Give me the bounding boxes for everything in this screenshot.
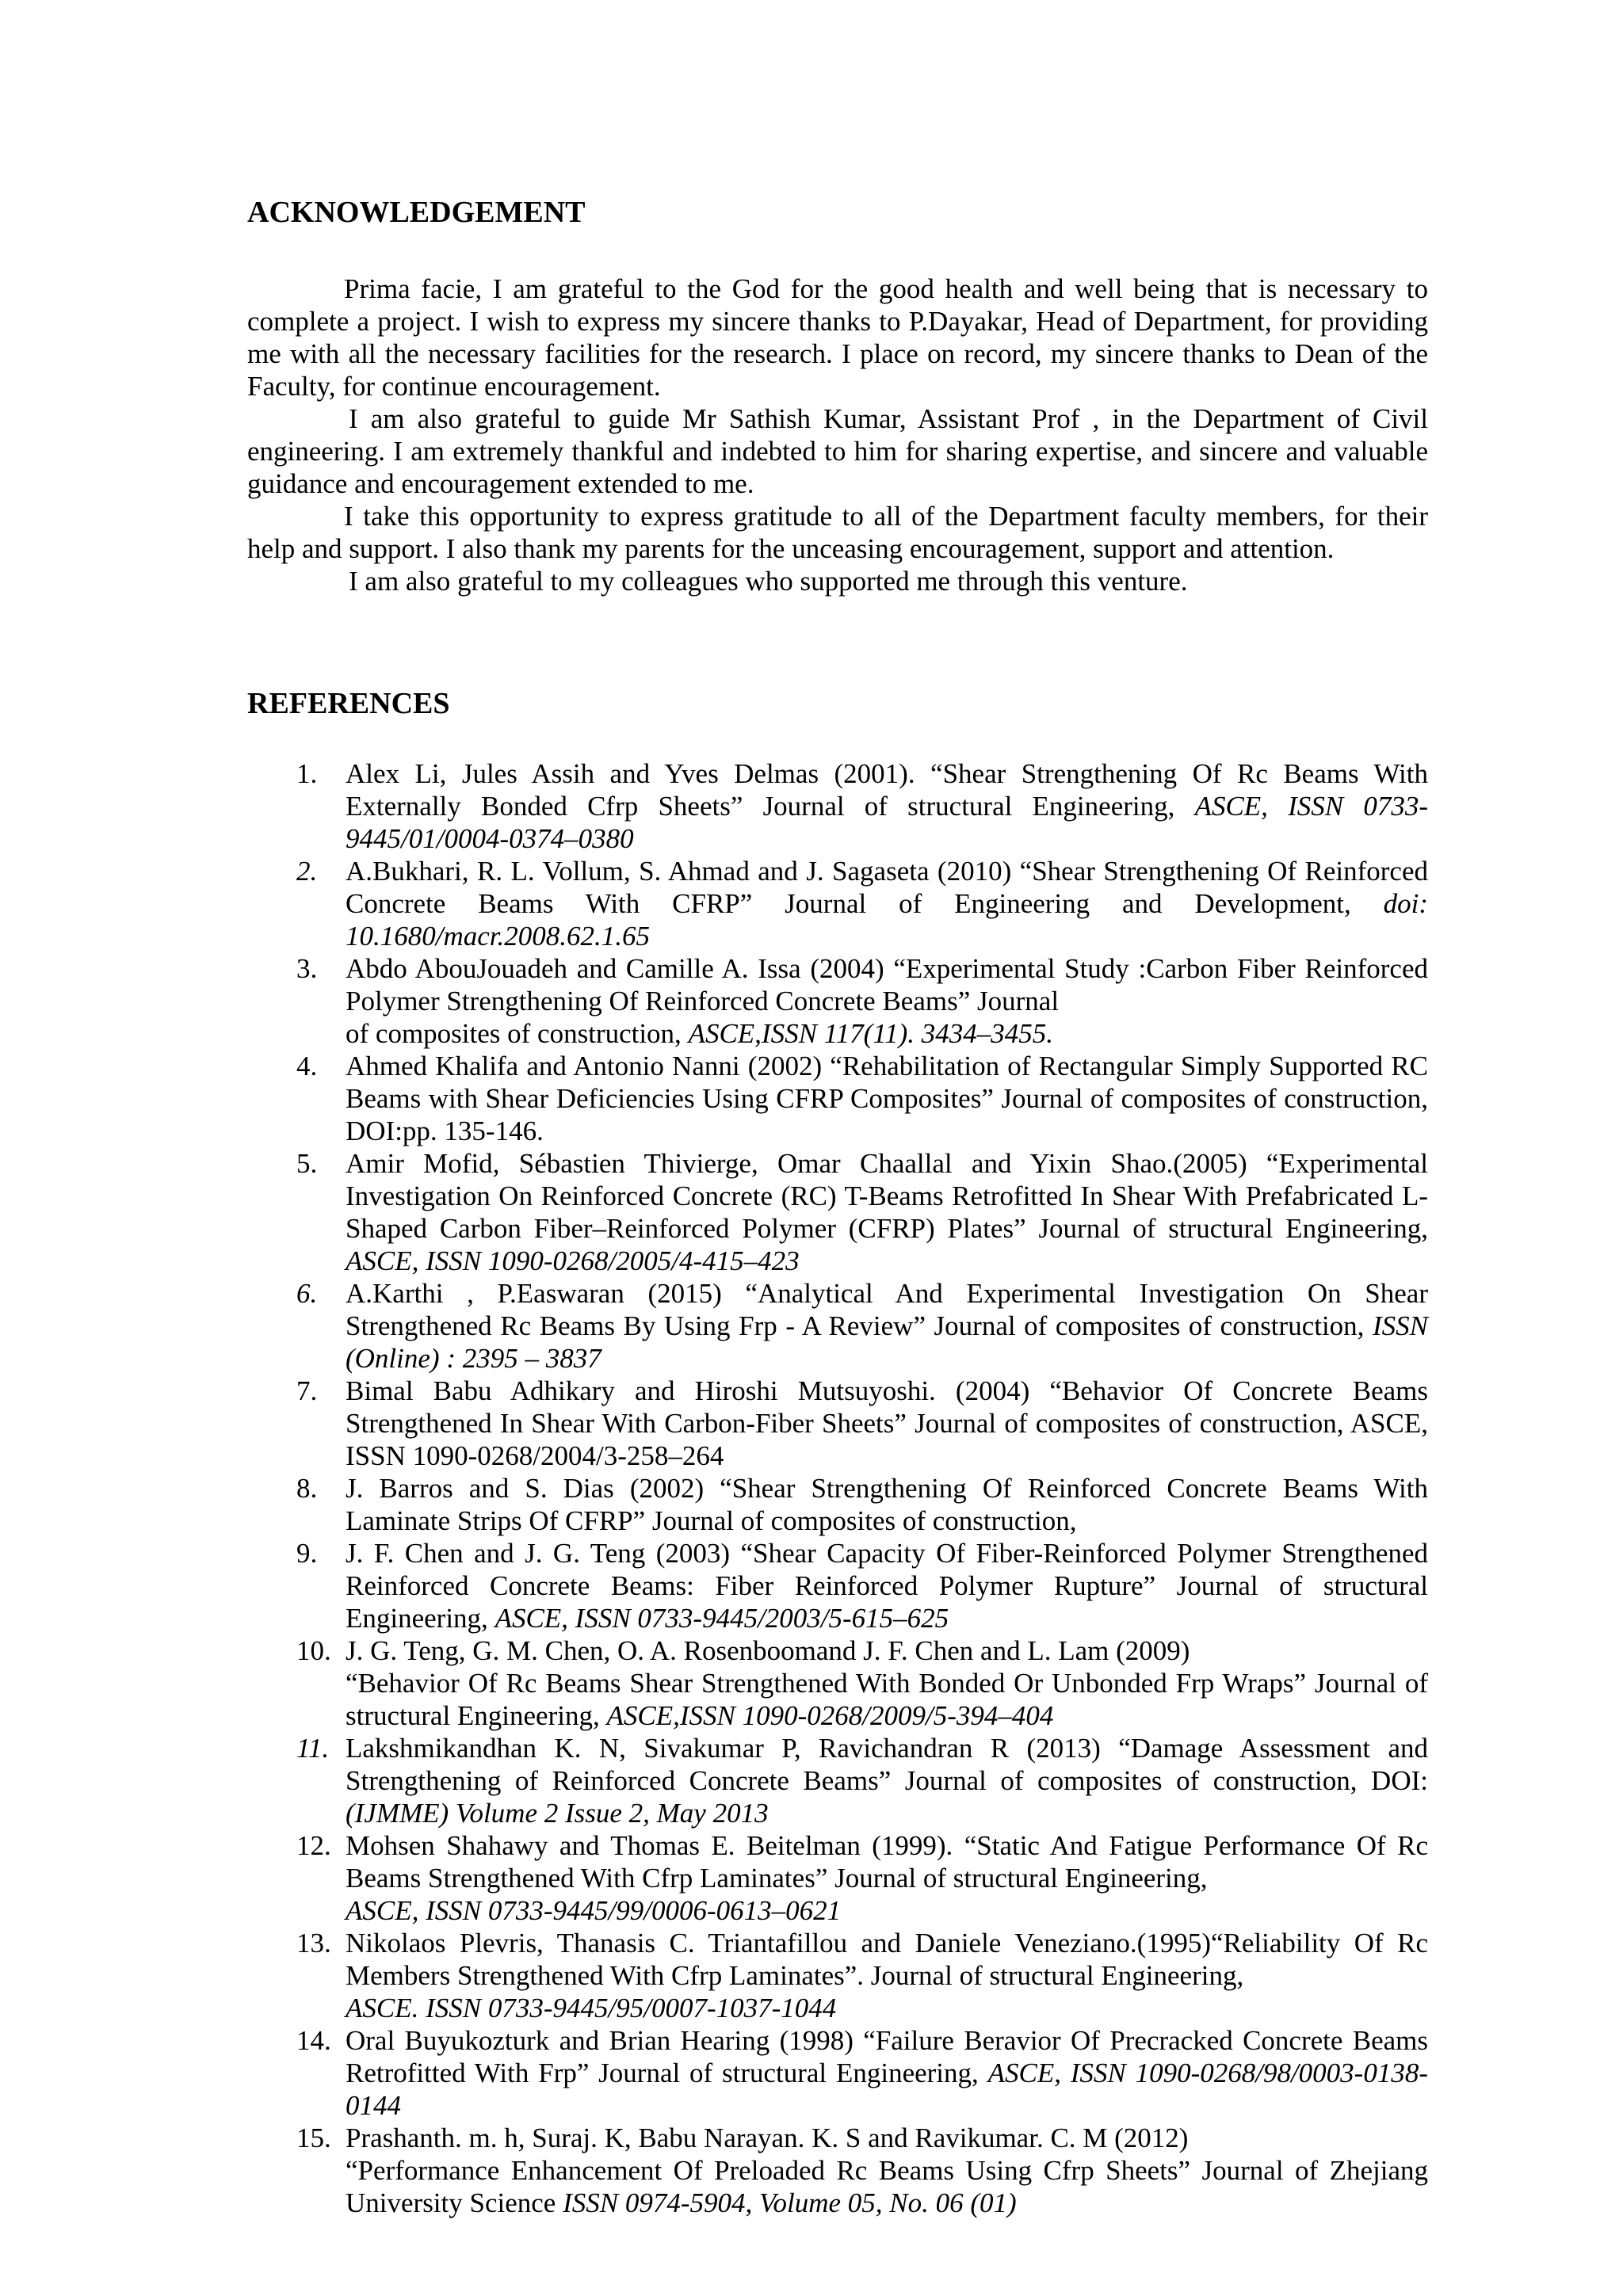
reference-item <box>247 1050 1428 1147</box>
reference-source: ISSN (Online) : 2395 – 3837 <box>346 1310 1428 1374</box>
reference-text: Nikolaos Plevris, Thanasis C. Triantafillou and Daniele Veneziano.(1995)“Reliability Of Rc Members Strengthened With Cfrp Laminates”. Journal of structural Engineering, <box>346 1928 1428 1991</box>
reference-number: 5. <box>296 1148 318 1179</box>
reference-text: Ahmed Khalifa and Antonio Nanni (2002) “Rehabilitation of Rectangular Simply Supported RC Beams with Shear Deficiencies Using CFRP Composites” Journal of composites of construction, DOI:pp. 135-146. <box>346 1051 1428 1146</box>
reference-text: J. Barros and S. Dias (2002) “Shear Strengthening Of Reinforced Concrete Beams With Laminate Strips Of CFRP” Journal of composites of construction, <box>346 1473 1428 1536</box>
reference-number: 10. <box>296 1635 331 1666</box>
reference-text: A.Karthi , P.Easwaran (2015) “Analytical And Experimental Investigation On Shear Strengthened Rc Beams By Using Frp - A Review” Journal of composites of construction, <box>346 1278 1428 1341</box>
reference-number: 2. <box>296 856 318 887</box>
reference-text: J. F. Chen and J. G. Teng (2003) “Shear Capacity Of Fiber-Reinforced Polymer Strengthened Reinforced Concrete Beams: Fiber Reinforced Polymer Rupture” Journal of structural Engineering, <box>346 1538 1428 1634</box>
reference-item <box>247 2122 1428 2219</box>
reference-item <box>247 2024 1428 2122</box>
reference-number: 3. <box>296 953 318 984</box>
ack-paragraph: I take this opportunity to express gratitude to all of the Department faculty members, for their help and support. I also thank my parents for the unceasing encouragement, support and attention. <box>247 501 1428 564</box>
reference-text: Bimal Babu Adhikary and Hiroshi Mutsuyoshi. (2004) “Behavior Of Concrete Beams Strengthened In Shear With Carbon-Fiber Sheets” Journal of composites of construction, ASCE, ISSN 1090-0268/2004/3-258–264 <box>346 1375 1428 1471</box>
reference-item <box>247 1732 1428 1829</box>
reference-text-continued: “Behavior Of Rc Beams Shear Strengthened With Bonded Or Unbonded Frp Wraps” Journal of structural Engineering, ASCE,ISSN 1090-0268/2009/5-394–404 <box>346 1668 1428 1731</box>
reference-text-continued: of composites of construction, ASCE,ISSN 117(11). 3434–3455. <box>346 1018 1054 1049</box>
reference-source: (IJMME) Volume 2 Issue 2, May 2013 <box>346 1798 769 1829</box>
reference-source: ASCE, ISSN 1090-0268/2005/4-415–423 <box>346 1245 800 1276</box>
reference-source: ASCE, ISSN 1090-0268/98/0003-0138-0144 <box>346 2058 1428 2121</box>
reference-text: Oral Buyukozturk and Brian Hearing (1998) “Failure Beravior Of Precracked Concrete Beams Retrofitted With Frp” Journal of structural Engineering, <box>346 2025 1428 2088</box>
reference-number: 1. <box>296 758 318 789</box>
reference-item <box>247 1472 1428 1537</box>
reference-source: ASCE, ISSN 0733-9445/2003/5-615–625 <box>495 1603 949 1634</box>
reference-item <box>247 757 1428 855</box>
ack-paragraph: Prima facie, I am grateful to the God for the good health and well being that is necessary to complete a project. I wish to express my sincere thanks to P.Dayakar, Head of Department, for providing me with all the necessary facilities for the research. I place on record, my sincere thanks to Dean of the Faculty, for continue encouragement. <box>247 273 1428 402</box>
reference-text-continued: “Performance Enhancement Of Preloaded Rc Beams Using Cfrp Sheets” Journal of Zhejiang University Science ISSN 0974-5904, Volume 05, No. 06 (01) <box>346 2155 1428 2218</box>
reference-source: doi: 10.1680/macr.2008.62.1.65 <box>346 888 1428 952</box>
reference-number: 4. <box>296 1051 318 1081</box>
references-heading: REFERENCES <box>247 687 450 720</box>
reference-text-continued <box>346 1992 1428 2024</box>
reference-number: 7. <box>296 1375 318 1406</box>
reference-text: Amir Mofid, Sébastien Thivierge, Omar Chaallal and Yixin Shao.(2005) “Experimental Investigation On Reinforced Concrete (RC) T-Beams Retrofitted In Shear With Prefabricated L-Shaped Carbon Fiber–Reinforced Polymer (CFRP) Plates” Journal of structural Engineering, <box>346 1148 1428 1244</box>
acknowledgement-heading: ACKNOWLEDGEMENT <box>247 196 586 229</box>
reference-item <box>247 1537 1428 1634</box>
reference-number: 13. <box>296 1928 331 1958</box>
reference-text: J. G. Teng, G. M. Chen, O. A. Rosenboomand J. F. Chen and L. Lam (2009) <box>346 1635 1190 1666</box>
reference-text-continued <box>346 1894 1428 1927</box>
reference-text: Prashanth. m. h, Suraj. K, Babu Narayan. K. S and Ravikumar. C. M (2012) <box>346 2122 1189 2153</box>
ack-paragraph: I am also grateful to guide Mr Sathish Kumar, Assistant Prof , in the Department of Civil engineering. I am extremely thankful and indebted to him for sharing expertise, and sincere and valuable guidance and encouragement extended to me. <box>247 403 1428 499</box>
reference-item <box>247 1634 1428 1732</box>
reference-item <box>247 855 1428 952</box>
reference-number: 6. <box>296 1278 318 1309</box>
reference-source: ISSN 0974-5904, Volume 05, No. 06 (01) <box>563 2187 1017 2218</box>
reference-text: Abdo AbouJouadeh and Camille A. Issa (2004) “Experimental Study :Carbon Fiber Reinforced Polymer Strengthening Of Reinforced Concrete Beams” Journal <box>346 953 1428 1016</box>
reference-number: 15. <box>296 2122 331 2153</box>
reference-text: Lakshmikandhan K. N, Sivakumar P, Ravichandran R (2013) “Damage Assessment and Strengthening of Reinforced Concrete Beams” Journal of composites of construction, DOI: <box>346 1733 1428 1796</box>
reference-source: ASCE, ISSN 0733-9445/01/0004-0374–0380 <box>346 791 1429 854</box>
reference-item <box>247 1375 1428 1472</box>
reference-number: 12. <box>296 1830 331 1861</box>
reference-text: Alex Li, Jules Assih and Yves Delmas (2001). “Shear Strengthening Of Rc Beams With Externally Bonded Cfrp Sheets” Journal of structural Engineering, <box>346 758 1428 822</box>
reference-source: ASCE. ISSN 0733-9445/95/0007-1037-1044 <box>346 1993 837 2023</box>
references-list <box>247 757 1428 2219</box>
reference-number: 9. <box>296 1538 318 1569</box>
reference-item <box>247 1147 1428 1277</box>
reference-item <box>247 1927 1428 2024</box>
reference-number: 11. <box>296 1733 330 1764</box>
reference-source: ASCE, ISSN 0733-9445/99/0006-0613–0621 <box>346 1895 842 1926</box>
reference-item <box>247 952 1428 1050</box>
reference-source: ASCE,ISSN 117(11). 3434–3455. <box>688 1018 1054 1049</box>
reference-number: 14. <box>296 2025 331 2056</box>
reference-text: A.Bukhari, R. L. Vollum, S. Ahmad and J. Sagaseta (2010) “Shear Strengthening Of Reinforced Concrete Beams With CFRP” Journal of Engineering and Development, <box>346 856 1428 919</box>
reference-item <box>247 1829 1428 1927</box>
reference-source: ASCE,ISSN 1090-0268/2009/5-394–404 <box>606 1700 1054 1731</box>
reference-number: 8. <box>296 1473 318 1504</box>
reference-text: Mohsen Shahawy and Thomas E. Beitelman (1999). “Static And Fatigue Performance Of Rc Beams Strengthened With Cfrp Laminates” Journal of structural Engineering, <box>346 1830 1428 1894</box>
acknowledgement-body <box>247 273 1428 597</box>
reference-item <box>247 1277 1428 1375</box>
ack-paragraph: I am also grateful to my colleagues who supported me through this venture. <box>349 566 1188 597</box>
